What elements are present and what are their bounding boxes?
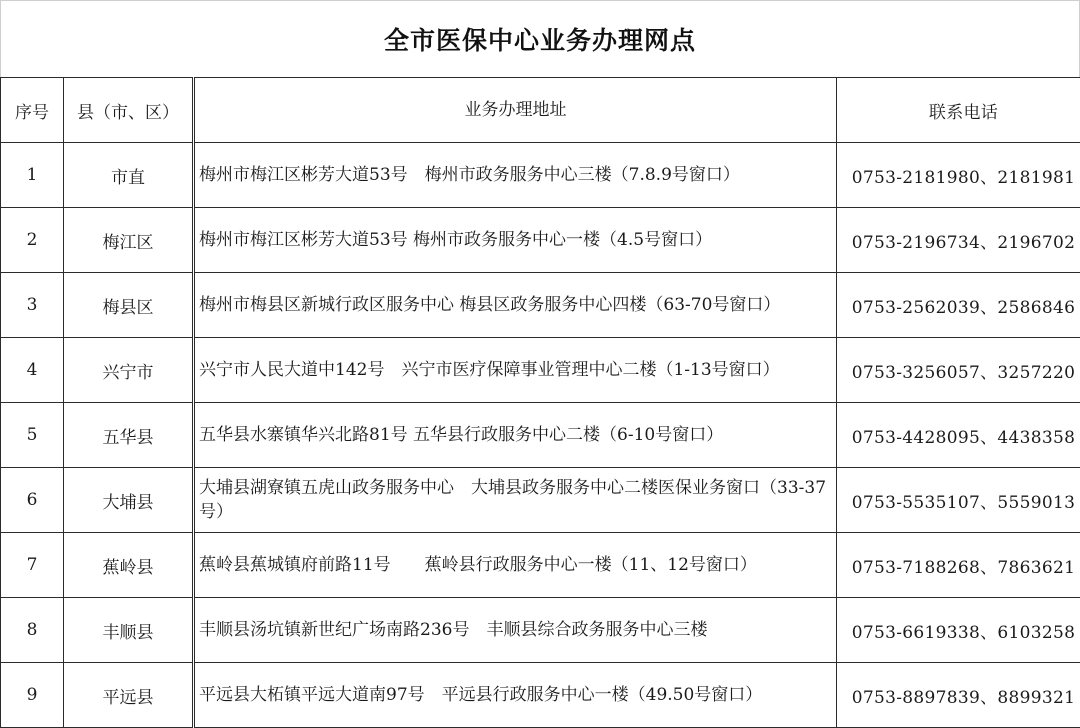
cell-address: 梅州市梅江区彬芳大道53号 梅州市政务服务中心三楼（7.8.9号窗口） [194, 143, 837, 208]
table-row [1, 468, 1080, 533]
cell-num: 3 [1, 273, 64, 338]
table-row [1, 598, 1080, 663]
cell-num: 8 [1, 598, 64, 663]
header-num: 序号 [1, 78, 64, 143]
service-points-table [0, 77, 1080, 728]
table-row [1, 208, 1080, 273]
cell-num: 9 [1, 663, 64, 728]
table-header-row [1, 78, 1080, 143]
cell-phone: 0753-7188268、7863621 [837, 533, 1080, 598]
cell-phone: 0753-3256057、3257220 [837, 338, 1080, 403]
cell-address: 大埔县湖寮镇五虎山政务服务中心 大埔县政务服务中心二楼医保业务窗口（33-37号） [194, 468, 837, 533]
cell-address: 蕉岭县蕉城镇府前路11号 蕉岭县行政服务中心一楼（11、12号窗口） [194, 533, 837, 598]
table-row [1, 273, 1080, 338]
cell-num: 2 [1, 208, 64, 273]
cell-num: 5 [1, 403, 64, 468]
cell-num: 4 [1, 338, 64, 403]
cell-county: 兴宁市 [64, 338, 194, 403]
table-row [1, 143, 1080, 208]
table-row [1, 663, 1080, 728]
cell-phone: 0753-4428095、4438358 [837, 403, 1080, 468]
table-row [1, 403, 1080, 468]
cell-phone: 0753-8897839、8899321 [837, 663, 1080, 728]
cell-county: 梅县区 [64, 273, 194, 338]
cell-county: 市直 [64, 143, 194, 208]
cell-address: 平远县大柘镇平远大道南97号 平远县行政服务中心一楼（49.50号窗口） [194, 663, 837, 728]
header-phone: 联系电话 [837, 78, 1080, 143]
title-bar [0, 0, 1080, 77]
cell-county: 蕉岭县 [64, 533, 194, 598]
page-title: 全市医保中心业务办理网点 [383, 26, 696, 55]
cell-phone: 0753-5535107、5559013 [837, 468, 1080, 533]
cell-address: 丰顺县汤坑镇新世纪广场南路236号 丰顺县综合政务服务中心三楼 [194, 598, 837, 663]
cell-num: 7 [1, 533, 64, 598]
cell-county: 平远县 [64, 663, 194, 728]
cell-phone: 0753-2181980、2181981 [837, 143, 1080, 208]
cell-num: 6 [1, 468, 64, 533]
header-address: 业务办理地址 [194, 78, 837, 143]
cell-county: 梅江区 [64, 208, 194, 273]
cell-address: 梅州市梅县区新城行政区服务中心 梅县区政务服务中心四楼（63-70号窗口） [194, 273, 837, 338]
cell-phone: 0753-6619338、6103258 [837, 598, 1080, 663]
cell-address: 梅州市梅江区彬芳大道53号 梅州市政务服务中心一楼（4.5号窗口） [194, 208, 837, 273]
cell-address: 兴宁市人民大道中142号 兴宁市医疗保障事业管理中心二楼（1-13号窗口） [194, 338, 837, 403]
header-county: 县（市、区） [64, 78, 194, 143]
cell-county: 丰顺县 [64, 598, 194, 663]
cell-county: 五华县 [64, 403, 194, 468]
cell-address: 五华县水寨镇华兴北路81号 五华县行政服务中心二楼（6-10号窗口） [194, 403, 837, 468]
table-row [1, 338, 1080, 403]
cell-num: 1 [1, 143, 64, 208]
cell-phone: 0753-2196734、2196702 [837, 208, 1080, 273]
table-row [1, 533, 1080, 598]
cell-phone: 0753-2562039、2586846 [837, 273, 1080, 338]
cell-county: 大埔县 [64, 468, 194, 533]
